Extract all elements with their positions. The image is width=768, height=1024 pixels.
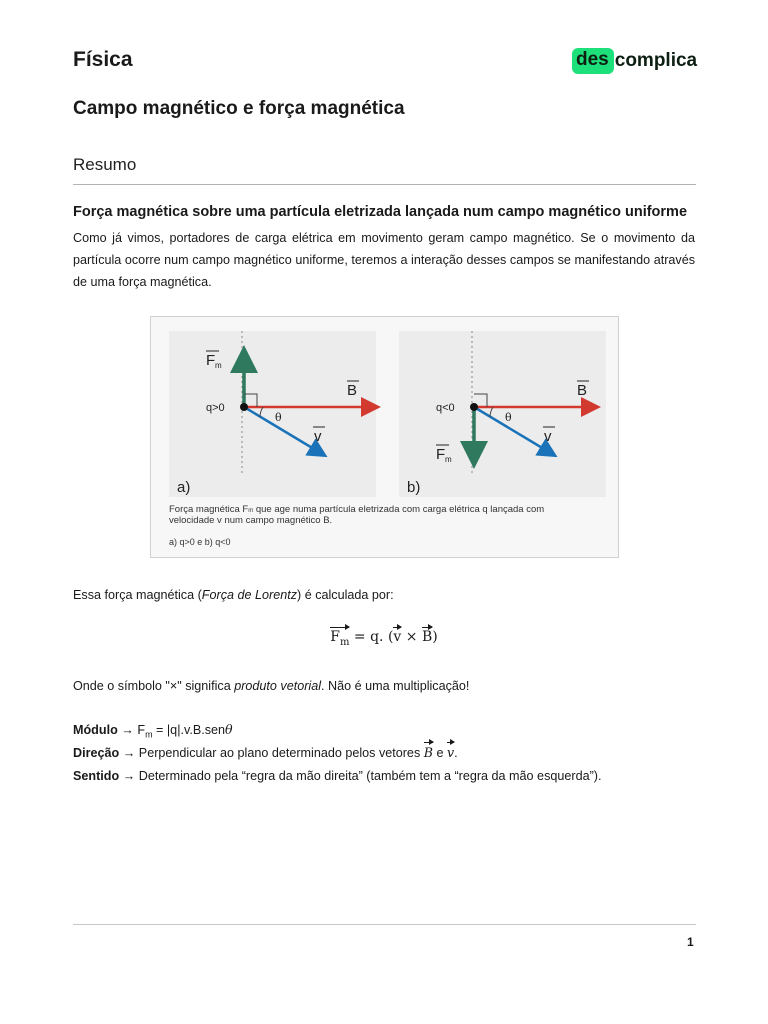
subheading: Força magnética sobre uma partícula eletrizada lançada num campo magnético uniforme <box>73 204 688 220</box>
section-heading: Resumo <box>73 155 137 174</box>
panel-b-particle <box>470 403 478 411</box>
panel-b-label: b) <box>407 479 421 496</box>
symbol-note-italic: produto vetorial <box>234 679 322 693</box>
panel-a-label: a) <box>177 479 191 496</box>
caption-rest: que age numa partícula eletrizada com carga elétrica q lançada com <box>253 504 545 515</box>
direcao-arrow: → <box>119 746 139 760</box>
lorentz-prefix: Essa força magnética ( <box>73 588 202 602</box>
brand-logo <box>572 46 697 76</box>
modulo-force-sub: m <box>145 729 153 740</box>
intro-paragraph: Como já vimos, portadores de carga elétrica em movimento geram campo magnético. Se o movimento da partícula ocorre num campo magnético uniforme, teremos a interação desses campos se manifestando através de uma força magnética. <box>73 231 695 289</box>
direcao-label: Direção <box>73 746 120 760</box>
modulo-expression: = |q|.v.B.sen <box>152 723 226 737</box>
caption-force-sub: m <box>248 508 254 514</box>
footer-divider <box>73 924 696 925</box>
symbol-note <box>73 677 469 695</box>
lorentz-italic: Força de Lorentz <box>201 588 298 602</box>
panel-a-theta: θ <box>275 411 282 424</box>
figure-caption-line2: velocidade v num campo magnético B. <box>169 515 333 526</box>
page-number: 1 <box>687 935 694 949</box>
section-divider <box>73 184 696 185</box>
direcao-velocity-vector: v <box>447 745 455 760</box>
page-title: Campo magnético e força magnética <box>73 98 405 119</box>
modulo-theta: θ <box>225 722 233 737</box>
formula-force-sub: m <box>339 636 350 648</box>
modulo-line <box>73 721 233 744</box>
panel-b-velocity-label: v <box>544 428 552 445</box>
sentido-line <box>73 767 601 785</box>
sentido-text: Determinado pela “regra da mão direita” (também tem a “regra da mão esquerda”). <box>138 769 602 783</box>
sentido-arrow: → <box>119 769 139 783</box>
formula-force-vector <box>330 629 349 648</box>
panel-a-charge-label: q>0 <box>206 402 225 414</box>
panel-a-field-label: B <box>347 382 358 399</box>
lorentz-sentence <box>73 586 394 604</box>
direcao-field-vector: B <box>423 745 434 760</box>
sentido-label: Sentido <box>73 769 120 783</box>
panel-a-particle <box>240 403 248 411</box>
formula-times: × <box>401 629 422 645</box>
formula-force: F <box>330 629 340 645</box>
subject-title: Física <box>73 48 133 71</box>
formula-velocity: v <box>393 629 402 645</box>
direcao-end: . <box>454 746 458 760</box>
logo-text: complica <box>614 50 698 71</box>
logo-badge: des <box>572 48 614 74</box>
panel-b-force-label: F <box>436 446 446 463</box>
formula-eq: = q. ( <box>349 629 394 645</box>
panel-a-force-sub: m <box>215 361 222 370</box>
panel-b <box>399 331 606 497</box>
lorentz-formula <box>0 629 768 648</box>
figure-caption-line3: a) q>0 e b) q<0 <box>169 537 231 547</box>
caption-force-part: Força magnética F <box>169 504 249 515</box>
formula-close: ) <box>432 629 438 645</box>
panel-a-velocity-label: v <box>314 428 322 445</box>
panel-b-field-label: B <box>577 382 588 399</box>
modulo-label: Módulo <box>73 723 118 737</box>
panel-b-force-sub: m <box>445 455 452 464</box>
panel-b-charge-label: q<0 <box>436 402 455 414</box>
direcao-and: e <box>433 746 448 760</box>
direcao-text: Perpendicular ao plano determinado pelos vetores <box>138 746 424 760</box>
symbol-note-prefix: Onde o símbolo "×" significa <box>73 679 235 693</box>
lorentz-suffix: ) é calculada por: <box>297 588 394 602</box>
direcao-line <box>73 744 458 762</box>
magnetic-force-figure <box>150 316 619 558</box>
figure-svg <box>151 317 618 557</box>
panel-a <box>169 331 376 497</box>
symbol-note-suffix: . Não é uma multiplicação! <box>321 679 470 693</box>
modulo-force: F <box>137 723 146 737</box>
formula-field: B <box>421 629 433 645</box>
panel-b-theta: θ <box>505 411 512 424</box>
figure-caption-line1 <box>169 504 544 515</box>
modulo-arrow: → <box>117 723 138 737</box>
panel-a-force-label: F <box>206 352 216 369</box>
